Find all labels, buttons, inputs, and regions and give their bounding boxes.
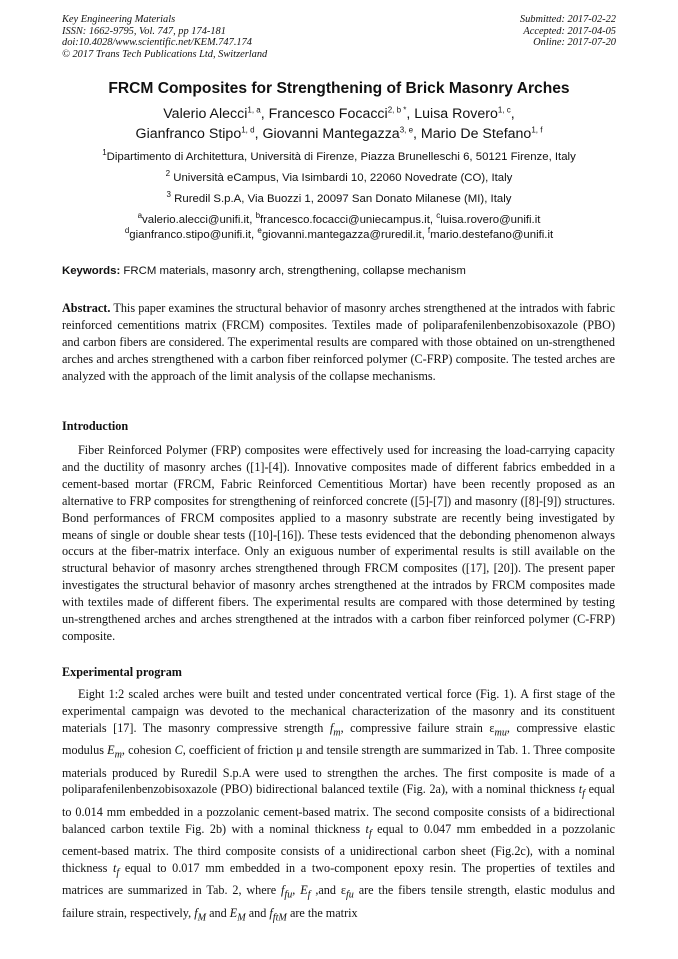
journal-copyright: © 2017 Trans Tech Publications Ltd, Switzerland — [62, 48, 268, 60]
symbol: f — [194, 905, 198, 920]
symbol: t — [578, 782, 583, 797]
author-name: Valerio Alecci — [163, 106, 248, 122]
email-link[interactable]: valerio.alecci@unifi.it — [142, 214, 250, 226]
online-date: Online: 2017-07-20 — [533, 37, 616, 49]
email-line-2: $^d$gianfranco.stipo@unifi.it, $^e$giovanni.mantegazza@ruredil.it, $^f$mario.destefano@unifi.it — [124, 225, 554, 241]
journal-issn: ISSN: 1662-9795, Vol. 747, pp 174-181 — [62, 25, 226, 37]
text-run: Eight 1:2 scaled arches were built and tested under concentrated vertical force (Fig. 1). A first stage of the experimental campaign was devoted to the mechanical characterization of the masonry and its constituent materials [17]. The masonry compressive strength — [62, 687, 615, 735]
symbol: t — [113, 860, 117, 875]
affiliation-sup: 2 — [165, 169, 171, 179]
text-run: ,and ε — [310, 883, 346, 898]
symbol: E — [229, 905, 238, 920]
email-sup: e — [257, 225, 262, 235]
email-link[interactable]: luisa.rovero@unifi.it — [440, 214, 541, 226]
journal-doi: doi:10.4028/www.scientific.net/KEM.747.174 — [62, 37, 252, 49]
email-link[interactable]: francesco.focacci@uniecampus.it — [260, 214, 430, 226]
email-sup: c — [436, 211, 441, 221]
email-line-1: $^a$valerio.alecci@unifi.it, $^b$francesco.focacci@uniecampus.it, $^c$luisa.rovero@unifi.it — [137, 211, 541, 226]
author-name: Luisa Rovero — [414, 106, 498, 122]
symbol-sub: f — [116, 867, 120, 879]
author-sup: 1, c — [497, 105, 511, 115]
author-name: Giovanni Mantegazza — [262, 126, 400, 142]
introduction-heading: Introduction — [62, 419, 129, 433]
email-list — [0, 213, 678, 242]
author-sup: 3, e — [399, 125, 414, 135]
text-run: , compressive failure strain ε — [340, 720, 495, 735]
keywords-text: FRCM materials, masonry arch, strengthening, collapse mechanism — [123, 265, 466, 277]
author-line-1: Valerio Alecci$^{1, a}$, Francesco Focacci$^{2, b *}$, Luisa Rovero$^{1, c}$, — [163, 105, 515, 122]
symbol-sub: f — [307, 889, 311, 901]
affiliation-text: Ruredil S.p.A, Via Buozzi 1, 20097 San Donato Milanese (MI), Italy — [174, 193, 512, 205]
journal-name: Key Engineering Materials — [62, 14, 176, 25]
email-sup: d — [124, 225, 130, 235]
symbol-sub: fu — [284, 889, 293, 901]
symbol-sub: f — [368, 828, 372, 840]
text-run: and — [206, 905, 230, 920]
author-list — [0, 104, 678, 144]
abstract — [62, 300, 615, 385]
email-link[interactable]: mario.destefano@unifi.it — [430, 228, 554, 241]
symbol-sub: M — [237, 912, 246, 924]
paper-title: FRCM Composites for Strengthening of Brick Masonry Arches — [108, 80, 570, 97]
author-sup: 2, b * — [387, 105, 407, 115]
symbol-sub: ftM — [272, 912, 287, 924]
author-name: Francesco Focacci — [268, 106, 388, 122]
symbol: E — [107, 743, 115, 758]
text-run: , compressive elastic modulus — [62, 720, 615, 758]
author-sup: 1, a — [247, 105, 261, 115]
text-run: are the fibers tensile strength, elastic modulus and failure strain, respectively, — [62, 883, 616, 920]
symbol-sub: M — [197, 912, 207, 924]
affiliation-sup: 3 — [166, 190, 171, 200]
text-run: , cohesion — [121, 743, 175, 758]
keywords — [62, 265, 466, 277]
affiliation-3 — [0, 190, 678, 205]
keywords-label: Keywords: — [62, 265, 121, 277]
introduction-paragraph: Fiber Reinforced Polymer (FRP) composites were effectively used for increasing the load-carrying capacity and the ductility of masonry arches ([1]-[4]). Innovative composites made of different fabrics embedded in a cement-based mortar (FRCM, Fabric Reinforced Cementitious Mortar) have been recently proposed as an alternative to FRP composites for strengthening of reinforced concrete ([5]-[7]) and masonry ([8]-[9]) structures. Bond performances of FRCM composites applied to a masonry substrate are recently being investigated by means of single or double shear tests ([10]-[16]). These tests evidenced that the debonding phenomenon always occurs at the fiber-matrix interface. Only an exiguous number of experimental results is still available on the structural behavior of masonry arches strengthened through FRCM composites ([17], [20]). The present paper investigates the structural behavior of masonry arches strengthened at the intrados by FRCM composites made with textiles made of different fibers. The experimental results are compared with those determined by testing un-strengthened arches and arches strengthened at the intrados with a carbon fiber reinforced polymer (C-FRP) composite. — [62, 443, 615, 643]
text-run: equal to 0.017 mm embedded in a two-component epoxy resin. The properties of textiles and matrices are summarized in Tab. 2, where — [62, 860, 615, 898]
email-link[interactable]: giovanni.mantegazza@ruredil.it — [261, 228, 422, 241]
symbol-sub: mu — [494, 727, 507, 739]
author-sup: 1, d — [241, 125, 255, 135]
affiliation-1 — [0, 148, 678, 163]
affiliation-2 — [0, 169, 678, 184]
journal-header-left — [62, 14, 267, 60]
symbol-sub: m — [114, 749, 122, 761]
author-name: Mario De Stefano — [420, 126, 532, 142]
email-sup: a — [137, 211, 143, 221]
abstract-text: This paper examines the structural behavior of masonry arches strengthened at the intrados with fabric reinforced cementitions matrix (FRCM) composites. Textiles made of poliparafenilenbenzobisoxazole (PBO) and carbon fibers are considered. The experimental results are compared with those obtained on un-strengthened arches and arches strengthened with a carbon fiber reinforced polymer (C-FRP) composite. The tested arches are analyzed with the approach of the limit analysis of the collapse mechanisms. — [62, 301, 616, 383]
text-run: , coefficient of friction μ and tensile strength are summarized in Tab. 1. Three composite materials produced by Ruredil S.p.A were used to strengthen the arches. The first composite is made of a poliparafenilenbenzobisoxazole (PBO) bidirectional balanced textile (Fig. 2a), with a nominal thickness — [62, 743, 616, 797]
experimental-paragraph — [62, 686, 615, 927]
text-run: are the matrix — [286, 905, 358, 920]
symbol: f — [281, 883, 285, 898]
journal-header-right — [520, 14, 616, 49]
symbol-sub: fu — [345, 889, 354, 901]
author-line-2: Gianfranco Stipo$^{1, d}$, Giovanni Mantegazza$^{3, e}$, Mario De Stefano$^{1, f}$ — [135, 125, 543, 142]
email-link[interactable]: gianfranco.stipo@unifi.it — [129, 228, 252, 241]
text-run: equal to 0.014 mm embedded in a pozzolanic cement-based matrix. The second composite consists of a bidirectional balanced carbon textile Fig. 2b) with a nominal thickness — [62, 782, 616, 836]
symbol-sub: f — [582, 788, 585, 800]
text-run: and — [245, 905, 270, 920]
affiliation-text: Università eCampus, Via Isimbardi 10, 22060 Novedrate (CO), Italy — [173, 172, 513, 184]
symbol: f — [329, 720, 334, 735]
affiliation-sup: 1 — [102, 148, 107, 158]
author-name: Gianfranco Stipo — [135, 126, 242, 142]
accepted-date: Accepted: 2017-04-05 — [523, 25, 616, 37]
symbol: E — [300, 883, 308, 898]
text-run: , — [292, 883, 301, 898]
affiliation-text: Dipartimento di Architettura, Università di Firenze, Piazza Brunelleschi 6, 50121 Firenze, Italy — [106, 151, 576, 163]
email-sup: f — [427, 225, 431, 235]
text-run: equal to 0.047 mm embedded in a pozzolanic cement-based matrix. The third composite consists of a unidirectional carbon sheet (Fig.2c), with a nominal thickness — [62, 821, 615, 875]
symbol: C — [174, 743, 183, 758]
abstract-label: Abstract. — [62, 301, 111, 315]
symbol: t — [365, 821, 369, 836]
author-sup: 1, f — [531, 125, 543, 135]
email-sup: b — [255, 211, 261, 221]
submitted-date: Submitted: 2017-02-22 — [519, 14, 616, 25]
symbol: f — [269, 905, 273, 920]
experimental-heading: Experimental program — [62, 665, 182, 679]
symbol-sub: m — [333, 727, 341, 739]
